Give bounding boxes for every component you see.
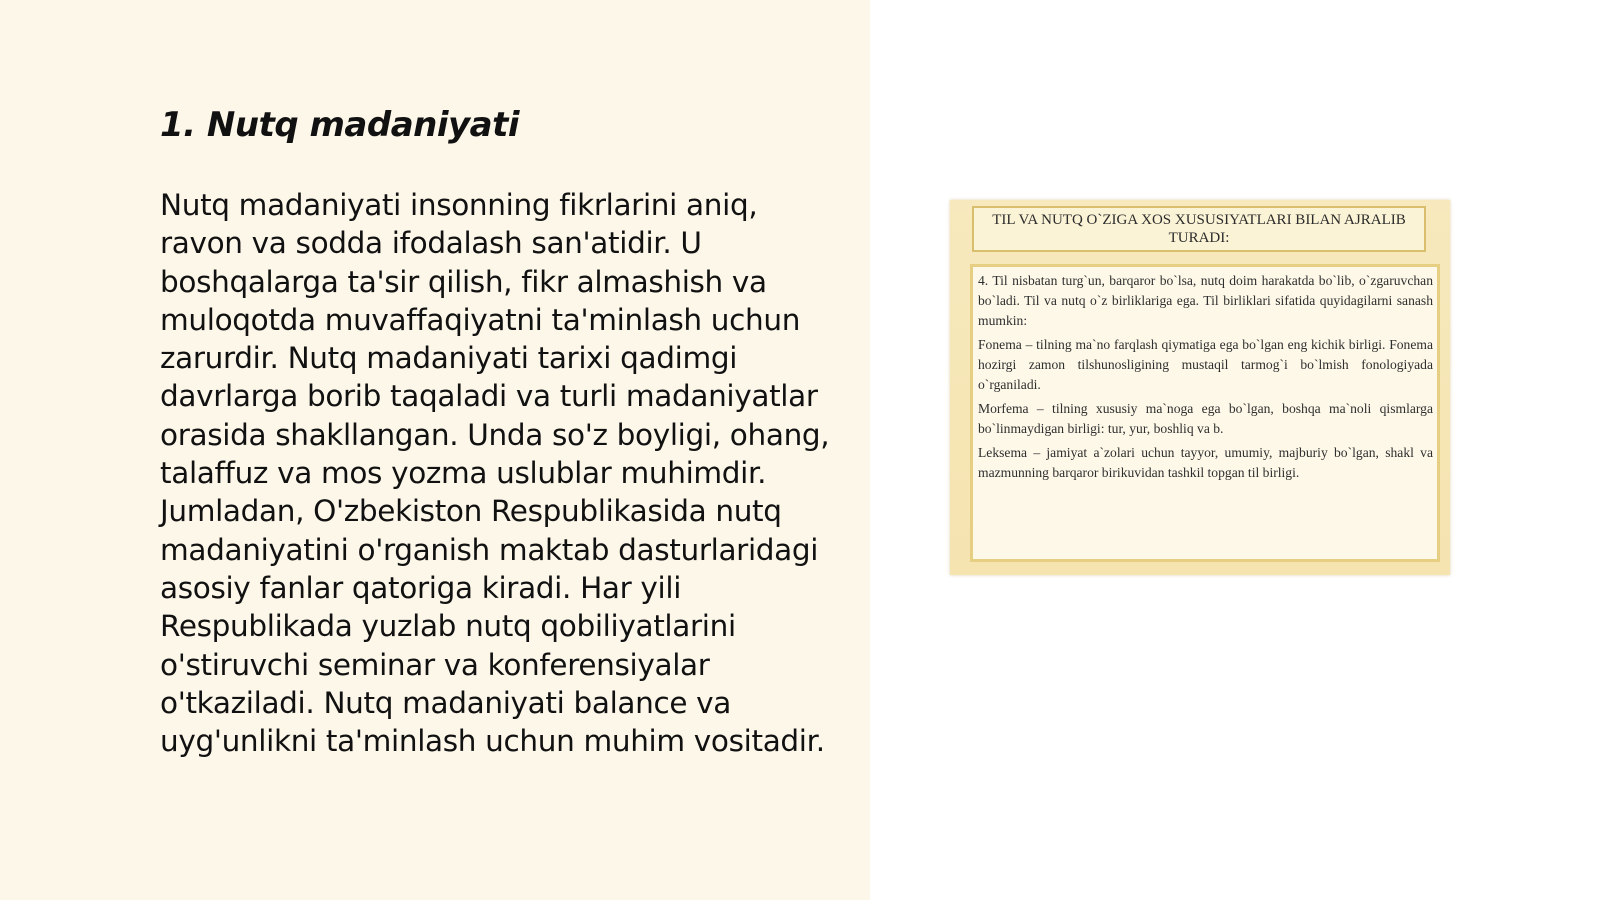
excerpt-paragraph-fonema: Fonema – tilning ma`no farqlash qiymatiga ega bo`lgan eng kichik birligi. Fonema hozirgi zamon tilshunosligining mustaqil tarmog`i bo`lmish fonologiyada o`rganiladi. [978,337,1433,392]
excerpt-paragraph-morfema: Morfema – tilning xususiy ma`noga ega bo`lgan, boshqa ma`noli qismlarga bo`linmaydigan birligi: tur, yur, boshliq va b. [978,401,1433,436]
excerpt-paragraph-leksema: Leksema – jamiyat a`zolari uchun tayyor, umumiy, majburiy bo`lgan, shakl va mazmunning barqaror birikuvidan tashkil topgan til birligi. [978,445,1433,480]
excerpt-body [970,264,1440,562]
excerpt-header: TIL VA NUTQ O`ZIGA XOS XUSUSIYATLARI BILAN AJRALIB TURADI: [972,206,1426,252]
slide-title: 1. Nutq madaniyati [160,105,520,145]
slide-body-text: Nutq madaniyati insonning fikrlarini aniq, ravon va sodda ifodalash san'atidir. U boshqalarga ta'sir qilish, fikr almashish va muloqotda muvaffaqiyatni ta'minlash uchun zarurdir. Nutq madaniyati tarixi qadimgi davrlarga borib taqaladi va turli madaniyatlar orasida shakllangan. Unda so'z boyligi, ohang, talaffuz va mos yozma uslublar muhimdir. Jumladan, O'zbekiston Respublikasida nutq madaniyatini o'rganish maktab dasturlaridagi asosiy fanlar qatoriga kiradi. Har yili Respublikada yuzlab nutq qobiliyatlarini o'stiruvchi seminar va konferensiyalar o'tkaziladi. Nutq madaniyati balance va uyg'unlikni ta'minlash uchun muhim vositadir. [160,188,830,759]
textbook-excerpt-image [950,200,1450,575]
excerpt-paragraph-til: 4. Til nisbatan turg`un, barqaror bo`lsa, nutq doim harakatda bo`lib, o`zgaruvchan bo`ladi. Til va nutq o`z birliklariga ega. Til birliklari sifatida quyidagilarni sanash mumkin: [978,273,1433,328]
